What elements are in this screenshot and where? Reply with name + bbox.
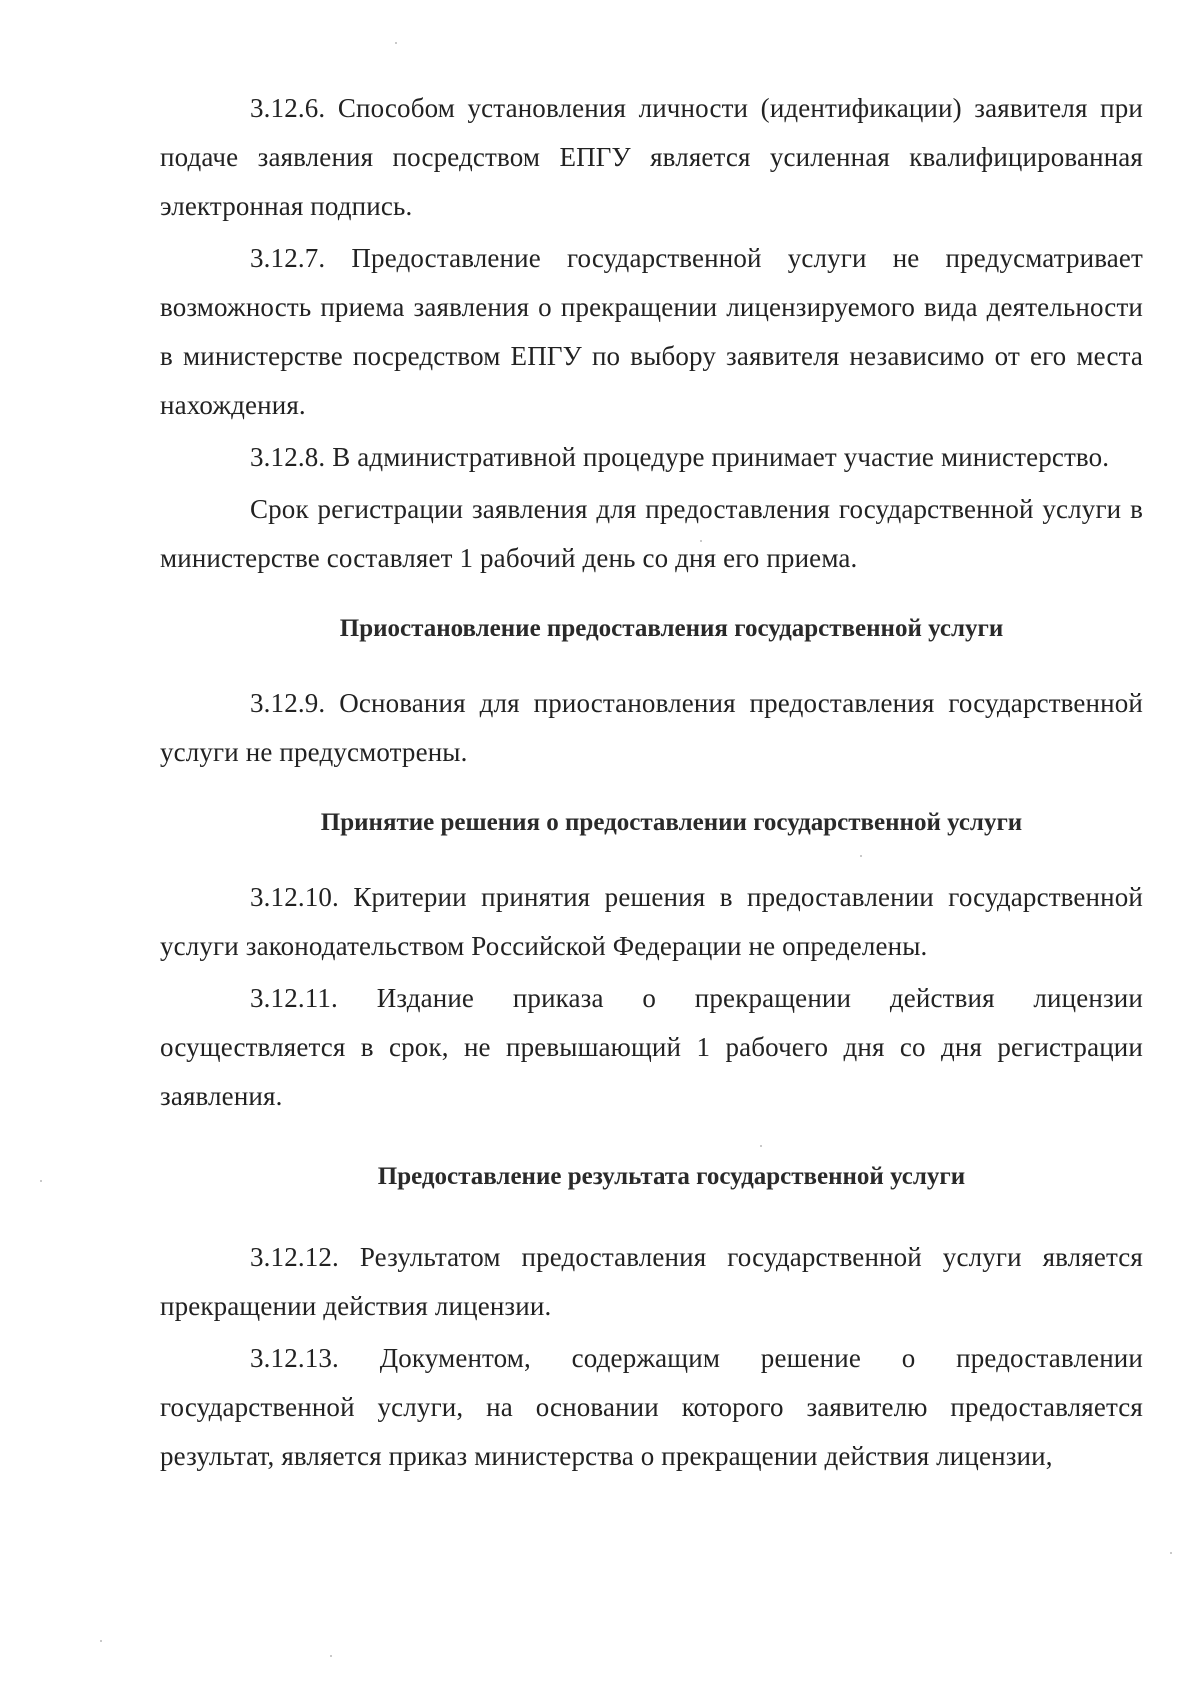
scan-speck xyxy=(100,1640,102,1642)
scan-speck xyxy=(395,42,397,44)
paragraph-3-12-7: 3.12.7. Предоставление государственной услуги не предусматривает возможность приема заявления о прекращении лицензируемого вида деятельности в министерстве посредством ЕПГУ по выбору заявителя независимо от его места нахождения. xyxy=(160,243,1143,420)
paragraph-3-12-6: 3.12.6. Способом установления личности (идентификации) заявителя при подаче заявления посредством ЕПГУ является усиленная квалифицированная электронная подпись. xyxy=(160,93,1143,221)
document-body xyxy=(160,84,1143,1481)
paragraph-3-12-11: 3.12.11. Издание приказа о прекращении действия лицензии осуществляется в срок, не превышающий 1 рабочего дня со дня регистрации заявления. xyxy=(160,983,1143,1111)
scan-speck xyxy=(330,1655,332,1657)
paragraph-3-12-10: 3.12.10. Критерии принятия решения в предоставлении государственной услуги законодательством Российской Федерации не определены. xyxy=(160,882,1143,961)
paragraph-registration-term: Срок регистрации заявления для предоставления государственной услуги в министерстве составляет 1 рабочий день со дня его приема. xyxy=(160,494,1143,573)
paragraph-3-12-13: 3.12.13. Документом, содержащим решение о предоставлении государственной услуги, на основании которого заявителю предоставляется результат, является приказ министерства о прекращении действия лицензии, xyxy=(160,1343,1143,1471)
scan-speck xyxy=(1170,1552,1172,1554)
paragraph-3-12-12: 3.12.12. Результатом предоставления государственной услуги является прекращении действия лицензии. xyxy=(160,1242,1143,1321)
section-heading-result: Предоставление результата государственной услуги xyxy=(377,1163,966,1190)
scan-speck xyxy=(860,855,862,857)
scan-speck xyxy=(760,1145,762,1147)
paragraph-3-12-8: 3.12.8. В административной процедуре принимает участие министерство. xyxy=(250,442,1110,472)
section-heading-suspension: Приостановление предоставления государственной услуги xyxy=(339,615,1004,642)
paragraph-3-12-9: 3.12.9. Основания для приостановления предоставления государственной услуги не предусмотрены. xyxy=(160,688,1143,767)
scan-speck xyxy=(700,540,702,542)
section-heading-decision: Принятие решения о предоставлении государственной услуги xyxy=(320,809,1023,836)
scan-speck xyxy=(40,1180,42,1182)
